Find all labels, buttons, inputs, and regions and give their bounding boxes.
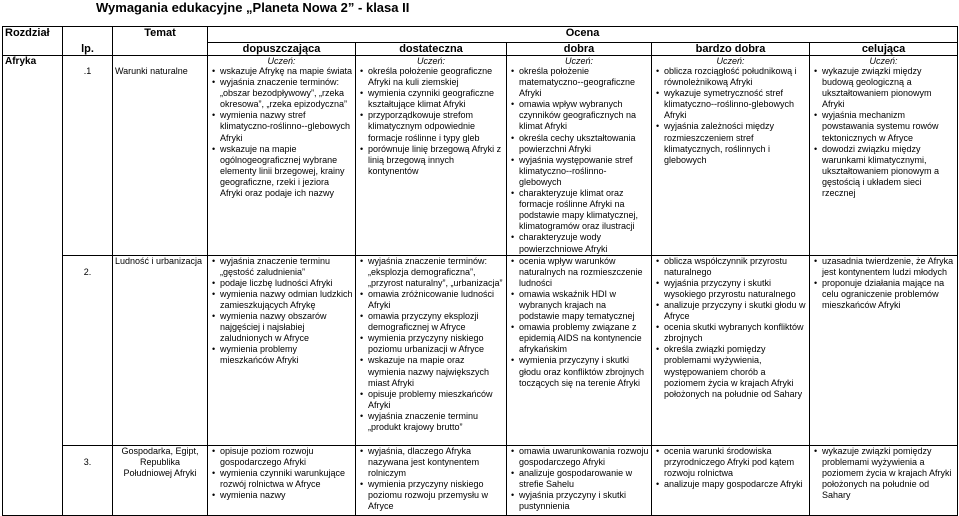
list-item: • charakteryzuje wody powierzchniowe Afryki xyxy=(519,232,649,254)
uczen-label: Uczeń: xyxy=(267,56,296,66)
row-number: 3. xyxy=(63,445,113,515)
list-item: • przyporządkowuje strefom klimatycznym odpowiednie formacje roślinne i typy gleb xyxy=(368,110,504,143)
header-grade-2: dostateczna xyxy=(356,43,507,56)
topic-cell: Gospodarka, Egipt, Republika Południowej Afryki xyxy=(113,445,208,515)
header-row-1 xyxy=(3,27,958,43)
list-item: • analizuje mapy gospodarcze Afryki xyxy=(664,479,807,490)
requirements-table xyxy=(2,26,958,516)
list-item: • wymienia przyczyny i skutki głodu oraz konfliktów zbrojnych toczących się na terenie Afryki xyxy=(519,355,649,388)
list-item: • wyjaśnia znaczenie terminu „produkt krajowy brutto” xyxy=(368,411,504,433)
list-item: • charakteryzuje klimat oraz formacje roślinne Afryki na podstawie mapy klimatycznej, klimatogramów oraz ilustracji xyxy=(519,188,649,232)
uczen-label: Uczeń: xyxy=(564,56,593,66)
list-item: • wyjaśnia znaczenie terminów: „obszar bezodpływowy”, „rzeka okresowa”, „rzeka epizodyczna” xyxy=(220,77,353,110)
list-item: • oblicza współczynnik przyrostu naturalnego xyxy=(664,256,807,278)
table-row xyxy=(3,255,958,445)
list-item: • porównuje linię brzegową Afryki z linią brzegową innych kontynentów xyxy=(368,144,504,177)
table-row xyxy=(3,445,958,515)
grade-cell-4 xyxy=(652,255,810,445)
list-item: • wyjaśnia mechanizm powstawania systemu rowów tektonicznych w Afryce xyxy=(822,110,955,143)
uczen-label: Uczeń: xyxy=(716,56,745,66)
header-grade-4: bardzo dobra xyxy=(652,43,810,56)
uczen-label: Uczeń: xyxy=(416,56,445,66)
list-item: • wyjaśnia przyczyny i skutki pustynnienia xyxy=(519,490,649,512)
list-item: • analizuje gospodarowanie w strefie Sahelu xyxy=(519,468,649,490)
list-item: • wyjaśnia znaczenie terminów: „eksplozja demograficzna”, „przyrost naturalny”, „urbanizacja” xyxy=(368,256,504,289)
grade-cell-1 xyxy=(208,445,356,515)
list-item: • określa związki pomiędzy problemami wyżywienia, występowaniem chorób a poziomem życia w krajach Afryki położonych na południe od Sahary xyxy=(664,344,807,399)
list-item: • wymienia czynniki geograficzne kształtujące klimat Afryki xyxy=(368,88,504,110)
list-item: • wskazuje na mapie oraz wymienia nazwy największych miast Afryki xyxy=(368,355,504,388)
list-item: • opisuje poziom rozwoju gospodarczego Afryki xyxy=(220,446,353,468)
grade-cell-3 xyxy=(507,56,652,256)
grade-cell-5 xyxy=(810,445,958,515)
header-lp: lp. xyxy=(63,27,113,56)
list-item: • proponuje działania mające na celu ograniczenie problemów mieszkańców Afryki xyxy=(822,278,955,311)
grade-cell-2 xyxy=(356,445,507,515)
list-item: • omawia problemy związane z epidemią AIDS na kontynencie afrykańskim xyxy=(519,322,649,355)
header-grade-3: dobra xyxy=(507,43,652,56)
list-item: • wyjaśnia znaczenie terminu „gęstość zaludnienia” xyxy=(220,256,353,278)
list-item: • omawia uwarunkowania rozwoju gospodarczego Afryki xyxy=(519,446,649,468)
row-number: .1 xyxy=(63,56,113,256)
header-rozdzial: Rozdział xyxy=(3,27,63,56)
list-item: • omawia przyczyny eksplozji demograficznej w Afryce xyxy=(368,311,504,333)
header-grade-5: celująca xyxy=(810,43,958,56)
list-item: • wymienia problemy mieszkańców Afryki xyxy=(220,344,353,366)
list-item: • wymienia przyczyny niskiego poziomu urbanizacji w Afryce xyxy=(368,333,504,355)
list-item: • wyjaśnia, dlaczego Afryka nazywana jest kontynentem rolniczym xyxy=(368,446,504,479)
grade-cell-5 xyxy=(810,255,958,445)
list-item: • wymienia nazwy stref klimatyczno-roślinno--glebowych Afryki xyxy=(220,110,353,143)
list-item: • uzasadnia twierdzenie, że Afryka jest kontynentem ludzi młodych xyxy=(822,256,955,278)
page-title: Wymagania edukacyjne „Planeta Nowa 2” - klasa II xyxy=(96,0,410,15)
list-item: • ocenia warunki środowiska przyrodniczego Afryki pod kątem rozwoju rolnictwa xyxy=(664,446,807,479)
list-item: • ocenia wpływ warunków naturalnych na rozmieszczenie ludności xyxy=(519,256,649,289)
topic-cell: Warunki naturalne xyxy=(113,56,208,256)
uczen-label: Uczeń: xyxy=(869,56,898,66)
list-item: • omawia wpływ wybranych czynników geograficznych na klimat Afryki xyxy=(519,99,649,132)
list-item: • wyjaśnia przyczyny i skutki wysokiego przyrostu naturalnego xyxy=(664,278,807,300)
list-item: • omawia zróżnicowanie ludności Afryki xyxy=(368,289,504,311)
grade-cell-3 xyxy=(507,445,652,515)
list-item: • wskazuje na mapie ogólnogeograficznej wybrane elementy linii brzegowej, krainy geograficzne, rzeki i jeziora Afryki oraz podaje ich nazwy xyxy=(220,144,353,199)
grade-cell-1 xyxy=(208,56,356,256)
list-item: • opisuje problemy mieszkańców Afryki xyxy=(368,389,504,411)
chapter-afryka: Afryka xyxy=(3,56,63,516)
list-item: • podaje liczbę ludności Afryki xyxy=(220,278,353,289)
header-temat: Temat xyxy=(113,27,208,56)
list-item: • określa położenie matematyczno--geograficzne Afryki xyxy=(519,66,649,99)
list-item: • wskazuje Afrykę na mapie świata xyxy=(220,66,353,77)
grade-cell-5 xyxy=(810,56,958,256)
list-item: • wykazuje związki między budową geologiczną a ukształtowaniem pionowym Afryki xyxy=(822,66,955,110)
grade-cell-2 xyxy=(356,255,507,445)
list-item: • oblicza rozciągłość południkową i równoleżnikową Afryki xyxy=(664,66,807,88)
list-item: • ocenia skutki wybranych konfliktów zbrojnych xyxy=(664,322,807,344)
grade-cell-4 xyxy=(652,445,810,515)
list-item: • wykazuje symetryczność stref klimatyczno--roślinno-glebowych Afryki xyxy=(664,88,807,121)
list-item: • wymienia nazwy odmian ludzkich zamieszkujących Afrykę xyxy=(220,289,353,311)
list-item: • określa cechy ukształtowania powierzchni Afryki xyxy=(519,133,649,155)
list-item: • określa położenie geograficzne Afryki na kuli ziemskiej xyxy=(368,66,504,88)
list-item: • wymienia przyczyny niskiego poziomu rozwoju przemysłu w Afryce xyxy=(368,479,504,512)
list-item: • wykazuje związki pomiędzy problemami wyżywienia a poziomem życia w krajach Afryki położonych na południe od Sahary xyxy=(822,446,955,501)
topic-cell: Ludność i urbanizacja xyxy=(113,255,208,445)
list-item: • analizuje przyczyny i skutki głodu w Afryce xyxy=(664,300,807,322)
list-item: • wymienia nazwy xyxy=(220,490,353,501)
grade-cell-2 xyxy=(356,56,507,256)
list-item: • wyjaśnia występowanie stref klimatyczno--roślinno-glebowych xyxy=(519,155,649,188)
grade-cell-3 xyxy=(507,255,652,445)
header-ocena: Ocena xyxy=(208,27,958,43)
grade-cell-1 xyxy=(208,255,356,445)
table-row xyxy=(3,56,958,256)
list-item: • wymienia czynniki warunkujące rozwój rolnictwa w Afryce xyxy=(220,468,353,490)
list-item: • wyjaśnia zależności między rozmieszczeniem stref klimatycznych, roślinnych i glebowych xyxy=(664,121,807,165)
row-number: 2. xyxy=(63,255,113,445)
list-item: • dowodzi związku między warunkami klimatycznymi, ukształtowaniem pionowym a gęstością i układem sieci rzecznej xyxy=(822,144,955,199)
grade-cell-4 xyxy=(652,56,810,256)
list-item: • omawia wskaźnik HDI w wybranych krajach na podstawie mapy tematycznej xyxy=(519,289,649,322)
header-grade-1: dopuszczająca xyxy=(208,43,356,56)
list-item: • wymienia nazwy obszarów najgęściej i najsłabiej zaludnionych w Afryce xyxy=(220,311,353,344)
